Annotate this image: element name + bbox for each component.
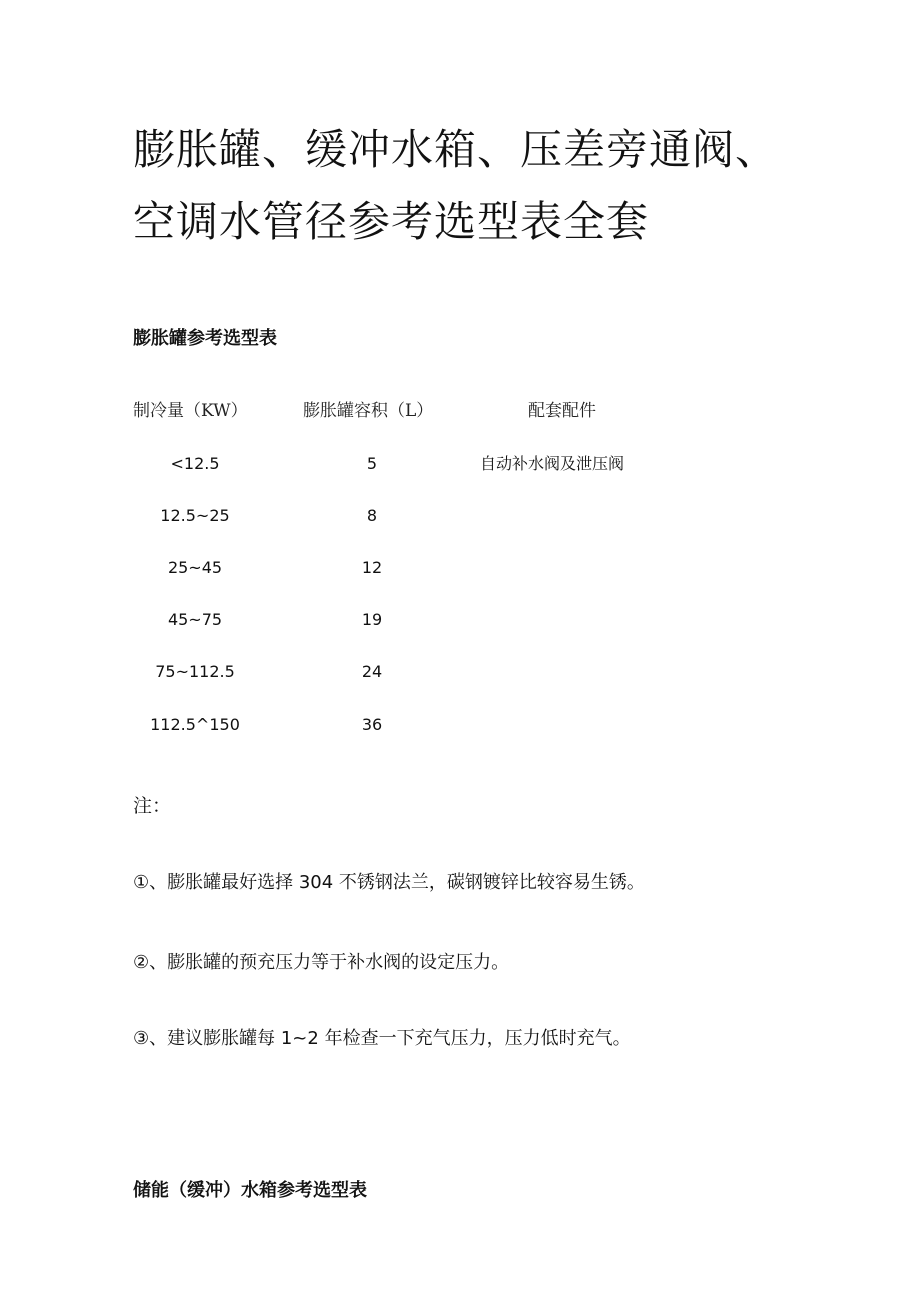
capacity-cell: 75~112.5 bbox=[155, 662, 235, 681]
note-item: ①、膨胀罐最好选择 304 不锈钢法兰，碳钢镀锌比较容易生锈。 bbox=[133, 872, 645, 893]
volume-cell: 36 bbox=[361, 715, 383, 734]
table-row bbox=[0, 451, 920, 477]
capacity-cell: 112.5^150 bbox=[150, 715, 240, 734]
column-header-capacity: 制冷量（KW） bbox=[133, 401, 248, 421]
document-title: 膨胀罐、缓冲水箱、压差旁通阀、空调水管径参考选型表全套 bbox=[133, 125, 779, 246]
capacity-cell: 12.5~25 bbox=[160, 506, 230, 525]
buffer-tank-heading: 储能（缓冲）水箱参考选型表 bbox=[133, 1180, 367, 1201]
expansion-tank-heading: 膨胀罐参考选型表 bbox=[133, 328, 277, 349]
note-item: ③、建议膨胀罐每 1~2 年检查一下充气压力，压力低时充气。 bbox=[133, 1028, 631, 1049]
capacity-cell: 45~75 bbox=[167, 610, 223, 629]
table-row bbox=[0, 607, 920, 633]
volume-cell: 5 bbox=[366, 454, 378, 473]
table-row bbox=[0, 712, 920, 738]
table-row bbox=[0, 555, 920, 581]
accessory-cell: 自动补水阀及泄压阀 bbox=[480, 454, 625, 473]
note-item: ②、膨胀罐的预充压力等于补水阀的设定压力。 bbox=[133, 952, 510, 973]
capacity-cell: 25~45 bbox=[167, 558, 223, 577]
capacity-cell: <12.5 bbox=[170, 454, 220, 473]
column-header-accessory: 配套配件 bbox=[528, 401, 596, 421]
volume-cell: 8 bbox=[366, 506, 378, 525]
notes-label: 注： bbox=[133, 795, 172, 817]
volume-cell: 12 bbox=[361, 558, 383, 577]
table-row bbox=[0, 503, 920, 529]
column-header-volume: 膨胀罐容积（L） bbox=[303, 401, 434, 421]
volume-cell: 24 bbox=[361, 662, 383, 681]
table-row bbox=[0, 659, 920, 685]
volume-cell: 19 bbox=[361, 610, 383, 629]
